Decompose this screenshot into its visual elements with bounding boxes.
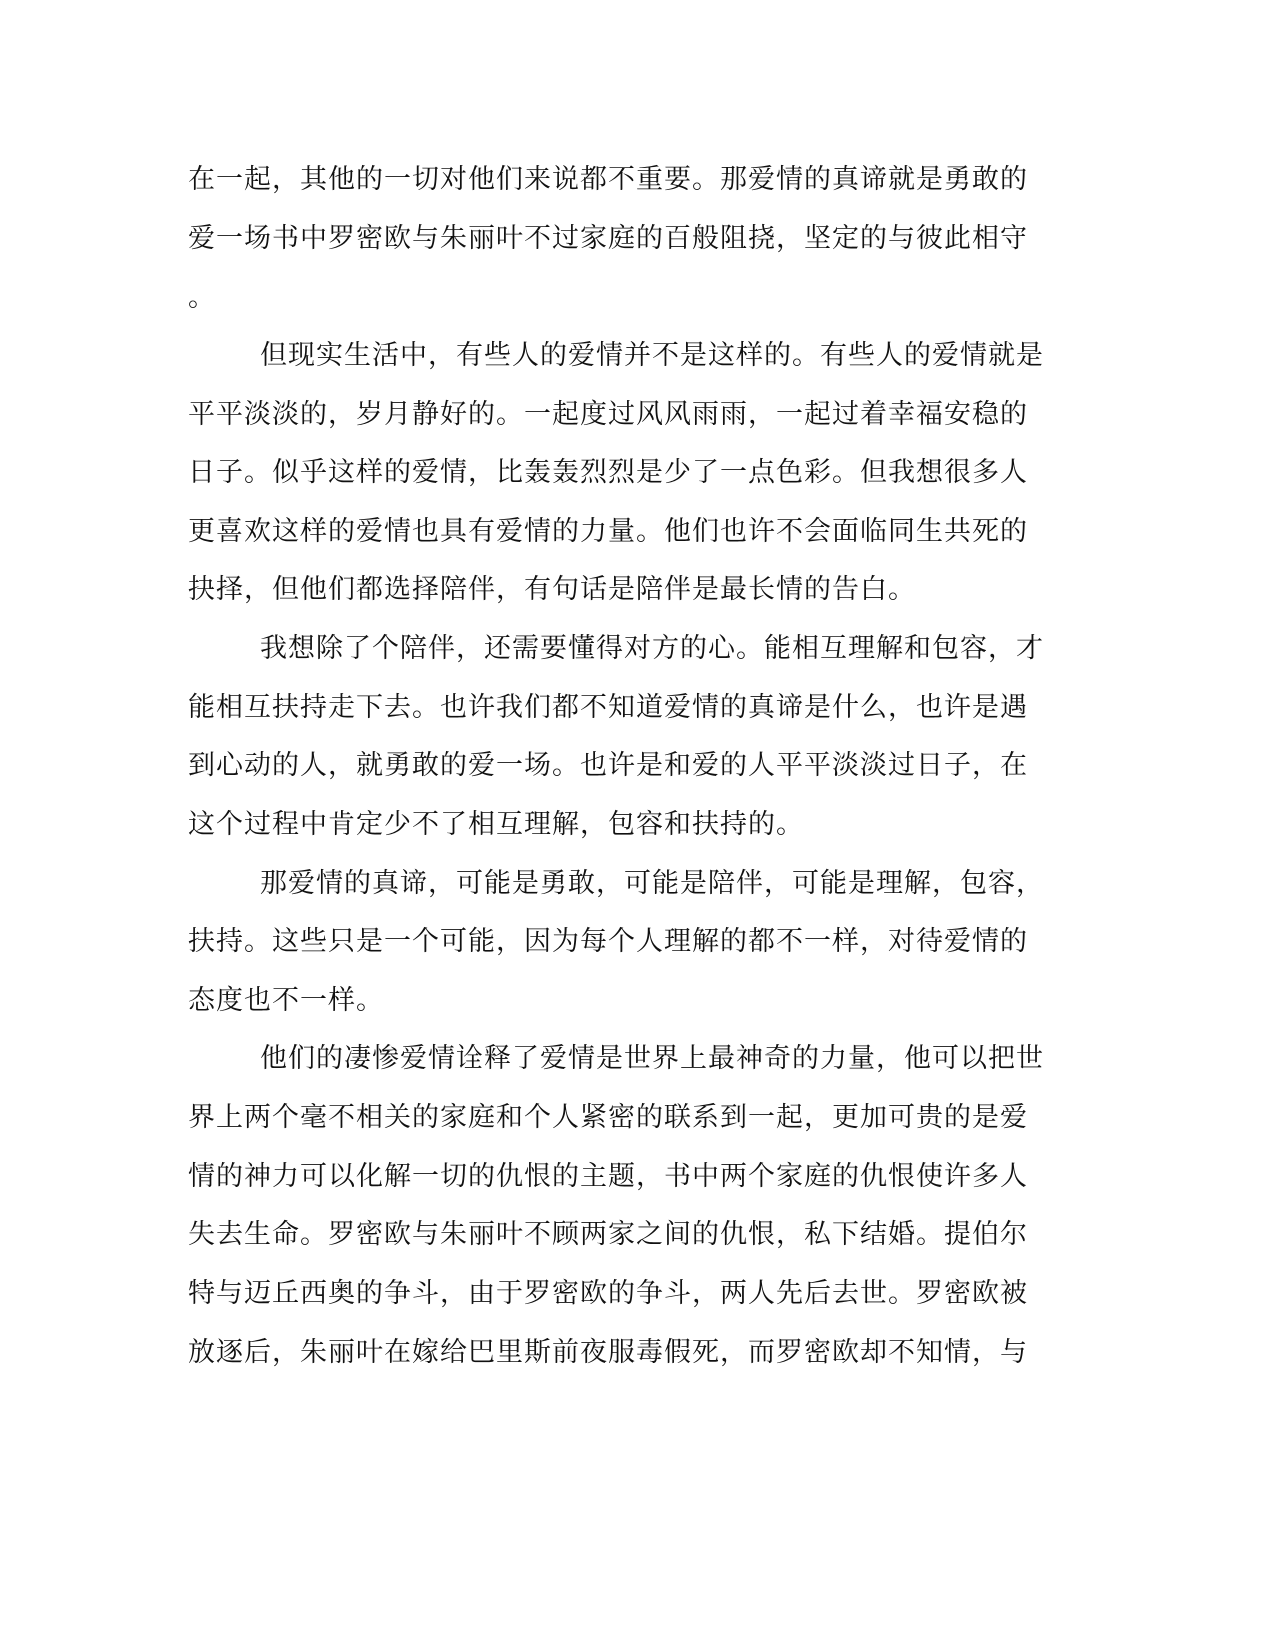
- text-line: 能相互扶持走下去。也许我们都不知道爱情的真谛是什么，也许是遇: [188, 692, 1028, 723]
- text-line: 特与迈丘西奥的争斗，由于罗密欧的争斗，两人先后去世。罗密欧被: [188, 1278, 1028, 1309]
- text-line: 爱一场书中罗密欧与朱丽叶不过家庭的百般阻挠，坚定的与彼此相守: [188, 223, 1028, 254]
- text-line: 更喜欢这样的爱情也具有爱情的力量。他们也许不会面临同生共死的: [188, 516, 1028, 547]
- paragraph-start-line: 但现实生活中，有些人的爱情并不是这样的。有些人的爱情就是: [260, 340, 1044, 371]
- text-line: 抉择，但他们都选择陪伴，有句话是陪伴是最长情的告白。: [188, 574, 916, 605]
- paragraph-start-line: 他们的凄惨爱情诠释了爱情是世界上最神奇的力量，他可以把世: [260, 1043, 1044, 1074]
- text-line: 扶持。这些只是一个可能，因为每个人理解的都不一样，对待爱情的: [188, 926, 1028, 957]
- text-line: 到心动的人，就勇敢的爱一场。也许是和爱的人平平淡淡过日子，在: [188, 750, 1028, 781]
- text-line: 日子。似乎这样的爱情，比轰轰烈烈是少了一点色彩。但我想很多人: [188, 457, 1028, 488]
- text-line: 失去生命。罗密欧与朱丽叶不顾两家之间的仇恨，私下结婚。提伯尔: [188, 1219, 1028, 1250]
- paragraph-start-line: 那爱情的真谛，可能是勇敢，可能是陪伴，可能是理解，包容，: [260, 868, 1044, 899]
- text-line: 态度也不一样。: [188, 985, 384, 1016]
- text-line: 这个过程中肯定少不了相互理解，包容和扶持的。: [188, 809, 804, 840]
- paragraph-start-line: 我想除了个陪伴，还需要懂得对方的心。能相互理解和包容，才: [260, 633, 1044, 664]
- text-line: 。: [188, 282, 216, 313]
- text-line: 界上两个毫不相关的家庭和个人紧密的联系到一起，更加可贵的是爱: [188, 1102, 1028, 1133]
- text-line: 平平淡淡的，岁月静好的。一起度过风风雨雨，一起过着幸福安稳的: [188, 399, 1028, 430]
- text-line: 在一起，其他的一切对他们来说都不重要。那爱情的真谛就是勇敢的: [188, 164, 1028, 195]
- text-line: 情的神力可以化解一切的仇恨的主题，书中两个家庭的仇恨使许多人: [188, 1161, 1028, 1192]
- text-line: 放逐后，朱丽叶在嫁给巴里斯前夜服毒假死，而罗密欧却不知情，与: [188, 1337, 1028, 1368]
